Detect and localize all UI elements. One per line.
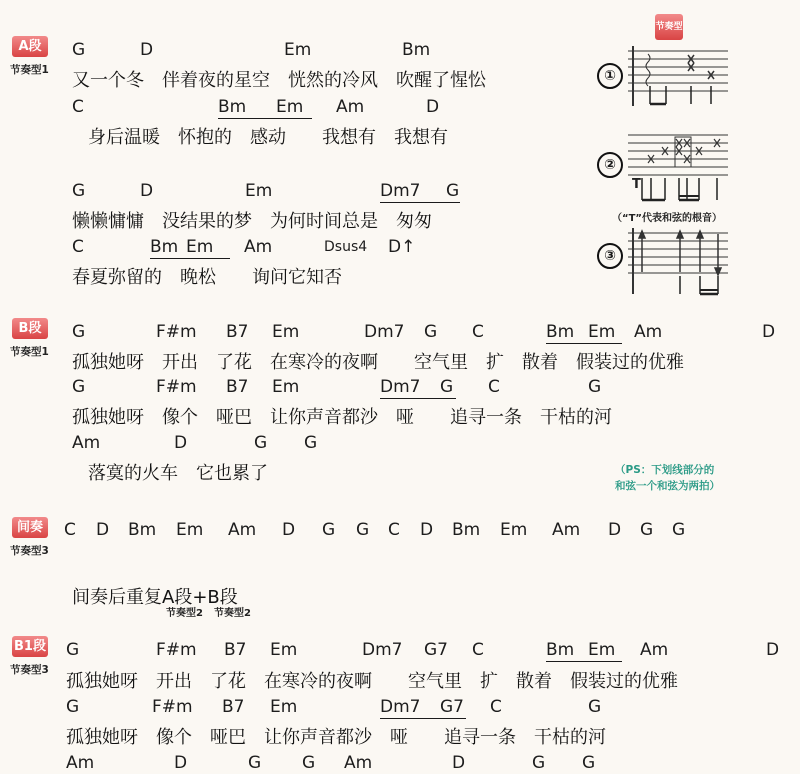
chord: Bm [546, 640, 575, 660]
chord: C [472, 640, 484, 660]
chord-underlined [380, 377, 456, 399]
chord-underlined [380, 697, 466, 719]
chord: Em [186, 237, 214, 257]
lyric-line: 又一个冬 伴着夜的星空 恍然的冷风 吹醒了惺忪 [72, 70, 486, 91]
chord [388, 237, 415, 257]
up-arrow-icon: ↑ [401, 237, 416, 257]
section-a-pattern: 节奏型1 [10, 64, 49, 76]
chord: G [424, 322, 438, 342]
chord: Bm [150, 237, 179, 257]
repeat-pattern-a: 节奏型2 [166, 608, 203, 619]
chord: D [420, 520, 434, 540]
chord: C [72, 237, 84, 257]
chord-underlined [380, 181, 460, 203]
chord: G [72, 40, 86, 60]
chord: G [72, 181, 86, 201]
chord: G [532, 753, 546, 773]
chord: B7 [224, 640, 247, 660]
chord: Em [270, 640, 298, 660]
chord: Am [228, 520, 257, 540]
chord: F#m [156, 377, 197, 397]
section-b1-pattern: 节奏型3 [10, 664, 49, 676]
chord: Dm7 [362, 640, 403, 660]
chord: D [282, 520, 296, 540]
chord: Am [634, 322, 663, 342]
chord: D [452, 753, 466, 773]
lyric-line: 身后温暖 怀抱的 感动 我想有 我想有 [88, 127, 448, 148]
chord-underlined [546, 322, 622, 344]
chord: D [608, 520, 622, 540]
section-interlude-badge: 间奏 [12, 517, 48, 538]
chord: B7 [226, 322, 249, 342]
chord: C [388, 520, 400, 540]
chord: D [96, 520, 110, 540]
chord: D [762, 322, 776, 342]
chord: G [640, 520, 654, 540]
chord: Em [272, 322, 300, 342]
chord: Am [336, 97, 365, 117]
chord: Am [72, 433, 101, 453]
lyric-line: 落寞的火车 它也累了 [88, 463, 268, 484]
chord: Bm [402, 40, 431, 60]
chord: G [254, 433, 268, 453]
lyric-line: 孤独她呀 像个 哑巴 让你声音都沙 哑 追寻一条 干枯的河 [72, 407, 612, 428]
chord: F#m [152, 697, 193, 717]
chord: Em [588, 640, 616, 660]
chord-underlined [218, 97, 312, 119]
chord: G [248, 753, 262, 773]
chord: C [72, 97, 84, 117]
chord: Em [245, 181, 273, 201]
chord: G [446, 181, 460, 201]
chord: C [64, 520, 76, 540]
chord: D [426, 97, 440, 117]
chord: Bm [452, 520, 481, 540]
chord: G [588, 697, 602, 717]
rhythm-panel-title: 节奏型 [655, 22, 683, 32]
chord: Am [244, 237, 273, 257]
chord: B7 [226, 377, 249, 397]
chord: C [490, 697, 502, 717]
chord-underlined [150, 237, 230, 259]
chord: Em [588, 322, 616, 342]
section-b-pattern: 节奏型1 [10, 346, 49, 358]
chord: D [140, 181, 154, 201]
chord: D [174, 753, 188, 773]
chord: G [356, 520, 370, 540]
chord: G [322, 520, 336, 540]
chord: Am [640, 640, 669, 660]
section-a-badge: A段 [12, 36, 48, 57]
chord: D [174, 433, 188, 453]
chord: D [388, 237, 402, 257]
rhythm-pattern-3 [628, 228, 728, 298]
chord: G [66, 640, 80, 660]
chord: G7 [440, 697, 464, 717]
rhythm-pattern-1 [628, 46, 728, 106]
chord: Bm [546, 322, 575, 342]
chord: Em [500, 520, 528, 540]
chord: Am [344, 753, 373, 773]
chord: Dsus4 [324, 239, 368, 255]
ps-note-line2: 和弦一个和弦为两拍） [615, 480, 720, 492]
rhythm-panel-badge [655, 14, 683, 40]
chord: G [588, 377, 602, 397]
chord: Dm7 [380, 697, 421, 717]
lyric-line: 孤独她呀 像个 哑巴 让你声音都沙 哑 追寻一条 干枯的河 [66, 727, 606, 748]
pattern-2-number: ② [597, 152, 623, 178]
repeat-pattern-b: 节奏型2 [214, 608, 251, 619]
section-b-badge: B段 [12, 318, 48, 339]
chord: G [582, 753, 596, 773]
repeat-instruction: 间奏后重复A段+B段 [72, 587, 238, 608]
pattern-3-number: ③ [597, 243, 623, 269]
chord: C [472, 322, 484, 342]
chord: Dm7 [380, 377, 421, 397]
root-note-legend: （“T”代表和弦的根音） [612, 213, 722, 224]
chord: F#m [156, 322, 197, 342]
chord: Em [284, 40, 312, 60]
chord: D [140, 40, 154, 60]
chord: F#m [156, 640, 197, 660]
chord: G [72, 377, 86, 397]
chord-underlined [546, 640, 622, 662]
chord: Dm7 [364, 322, 405, 342]
chord: Am [552, 520, 581, 540]
lyric-line: 春夏弥留的 晚松 询问它知否 [72, 267, 342, 288]
ps-note-line1: （PS：下划线部分的 [615, 464, 715, 476]
chord: G [304, 433, 318, 453]
chord: Em [270, 697, 298, 717]
section-b1-badge: B1段 [12, 636, 48, 657]
chord: B7 [222, 697, 245, 717]
chord: Bm [218, 97, 247, 117]
lyric-line: 懒懒慵慵 没结果的梦 为何时间总是 匆匆 [72, 211, 432, 232]
lyric-line: 孤独她呀 开出 了花 在寒冷的夜啊 空气里 扩 散着 假装过的优雅 [72, 352, 684, 373]
chord: Dm7 [380, 181, 421, 201]
rhythm-pattern-2 [628, 130, 728, 205]
root-note-label: T [632, 177, 641, 192]
chord: G [66, 697, 80, 717]
chord: G [440, 377, 454, 397]
section-interlude-pattern: 节奏型3 [10, 545, 49, 557]
chord: G [72, 322, 86, 342]
chord: Em [276, 97, 304, 117]
chord: Bm [128, 520, 157, 540]
chord: Am [66, 753, 95, 773]
lyric-line: 孤独她呀 开出 了花 在寒冷的夜啊 空气里 扩 散着 假装过的优雅 [66, 671, 678, 692]
chord: G7 [424, 640, 448, 660]
chord: Em [176, 520, 204, 540]
chord: Em [272, 377, 300, 397]
pattern-1-number: ① [597, 63, 623, 89]
chord: G [672, 520, 686, 540]
chord: G [302, 753, 316, 773]
chord: C [488, 377, 500, 397]
chord: D [766, 640, 780, 660]
